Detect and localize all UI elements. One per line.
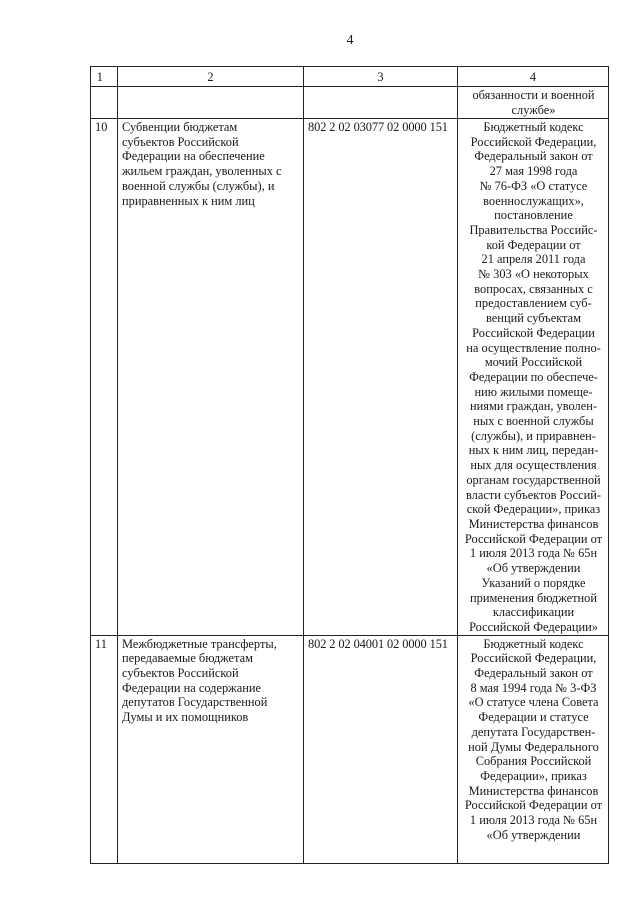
text-line: передаваемые бюджетам: [122, 651, 253, 666]
text-line: 21 апреля 2011 года: [481, 252, 586, 267]
text-line: предоставлением суб-: [475, 296, 592, 311]
header-col-2: 2: [118, 67, 304, 87]
text-line: Российской Федерации»: [469, 619, 598, 634]
page-number: 4: [346, 33, 354, 48]
text-line: на осуществление полно-: [466, 340, 601, 355]
text-line: ской Федерации», приказ: [466, 502, 601, 517]
text-line: Бюджетный кодекс: [483, 636, 584, 651]
table-header-row: [91, 67, 609, 87]
text-line: Российской Федерации,: [470, 134, 597, 149]
text-line: Российской Федерации от: [464, 531, 603, 546]
row-code: 802 2 02 04001 02 0000 151: [304, 635, 458, 863]
budget-table: [90, 66, 609, 864]
text-line: кой Федерации от: [486, 237, 581, 252]
text-line: депутата Государствен-: [471, 724, 596, 739]
text-line: приравненных к ним лиц: [122, 193, 255, 208]
row-name: [118, 119, 304, 636]
text-line: 27 мая 1998 года: [489, 164, 578, 179]
text-line: Федерации на обеспечение: [122, 149, 265, 164]
text-line: «Об утверждении: [486, 827, 581, 842]
text-line: Указаний о порядке: [481, 575, 586, 590]
text-line: Российской Федерации от: [464, 798, 603, 813]
row-legal-basis: [458, 635, 609, 863]
text-line: Министерства финансов: [468, 516, 599, 531]
text-line: субъектов Российской: [122, 666, 239, 681]
row-code: [304, 87, 458, 119]
row-legal-basis: [458, 119, 609, 636]
text-line: Думы и их помощников: [122, 710, 249, 725]
text-line: классификации: [492, 605, 575, 620]
text-line: ных к ним лиц, передан-: [468, 443, 599, 458]
text-line: мочий Российской: [484, 355, 583, 370]
text-line: депутатов Государственной: [122, 695, 268, 710]
text-line: 1 июля 2013 года № 65н: [469, 813, 598, 828]
text-line: Бюджетный кодекс: [483, 120, 584, 134]
text-line: «О статусе члена Совета: [468, 695, 599, 710]
text-line: 1 июля 2013 года № 65н: [469, 546, 598, 561]
text-line: ной Думы Федерального: [468, 739, 599, 754]
row-number: [91, 87, 118, 119]
row-name: [118, 87, 304, 119]
text-line: вопросах, связанных с: [474, 281, 593, 296]
text-line: Федерации и статусе: [478, 710, 589, 725]
row-number: 11: [91, 635, 118, 863]
text-line: Федерации по обеспече-: [469, 369, 598, 384]
text-line: «Об утверждении: [486, 561, 581, 576]
text-line: власти субъектов Россий-: [465, 487, 601, 502]
row-name: [118, 635, 304, 863]
text-line: венций субъектам: [486, 311, 581, 326]
text-line: военной службы (службы), и: [122, 178, 275, 193]
text-line: применения бюджетной: [470, 590, 597, 605]
text-line: Российской Федерации: [472, 325, 595, 340]
text-line: ных с военной службы: [473, 414, 594, 429]
header-col-4: 4: [458, 67, 609, 87]
text-line: ных для осуществления: [470, 458, 597, 473]
row-number: 10: [91, 119, 118, 636]
text-line: (службы), и приравнен-: [471, 428, 596, 443]
text-line: № 76-ФЗ «О статусе: [479, 178, 588, 193]
table-row: [91, 119, 609, 636]
text-line: постановление: [494, 208, 573, 223]
row-code: 802 2 02 03077 02 0000 151: [304, 119, 458, 636]
text-line: службе»: [511, 102, 556, 117]
text-line: обязанности и военной: [472, 88, 595, 102]
text-line: Собрания Российской: [475, 754, 592, 769]
text-line: Министерства финансов: [468, 783, 599, 798]
text-line: ниями граждан, уволен-: [470, 399, 597, 414]
text-line: жильем граждан, уволенных с: [122, 164, 282, 179]
text-line: военнослужащих»,: [483, 193, 584, 208]
text-line: Федеральный закон от: [474, 149, 593, 164]
text-line: Межбюджетные трансферты,: [122, 636, 277, 651]
text-line: Российской Федерации,: [470, 651, 597, 666]
text-line: Федерации», приказ: [480, 768, 587, 783]
text-line: Федерации на содержание: [122, 680, 262, 695]
row-legal-basis: [458, 87, 609, 119]
header-col-3: 3: [304, 67, 458, 87]
text-line: нию жилыми помеще-: [474, 384, 593, 399]
text-line: Федеральный закон от: [474, 666, 593, 681]
text-line: субъектов Российской: [122, 134, 239, 149]
table-row: [91, 635, 609, 863]
text-line: Субвенции бюджетам: [122, 120, 238, 134]
header-col-1: 1: [91, 67, 118, 87]
text-line: № 303 «О некоторых: [478, 267, 589, 282]
text-line: Правительства Российс-: [469, 222, 598, 237]
text-line: органам государственной: [466, 472, 601, 487]
table-row: [91, 87, 609, 119]
text-line: 8 мая 1994 года № 3-ФЗ: [470, 680, 597, 695]
